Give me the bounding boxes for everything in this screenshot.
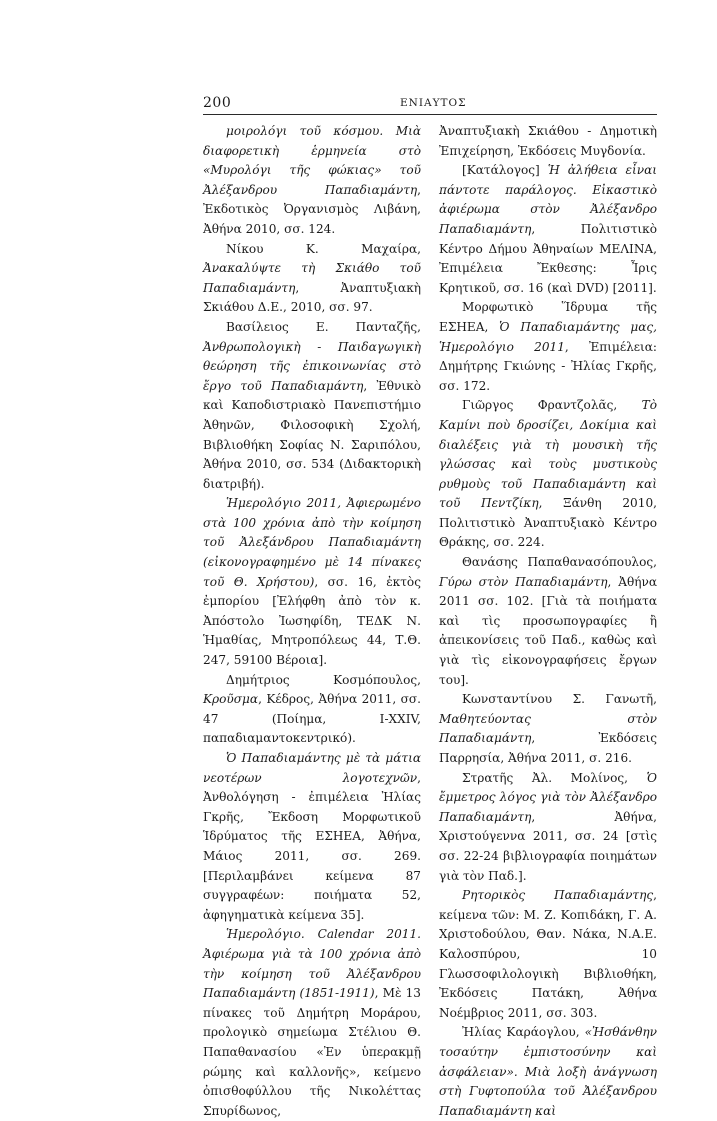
entry-title-italic: Ἡμερολόγιο 2011, Ἀφιερωμένο στὰ 100 χρόνια ἀπὸ τὴν κοίμηση τοῦ Ἀλεξάνδρου Παπαδιαμάντη (εἰκονογραφημένο μὲ 14 πίνακες τοῦ Θ. Χρήστου)	[203, 496, 421, 589]
bibliography-entry	[203, 122, 421, 240]
entry-text: Ἠλίας Καράογλου,	[462, 1025, 585, 1040]
entry-text: , Ἀθήνα, Χριστούγεννα 2011, σσ. 24 [στὶς σσ. 22-24 βιβλιογραφία ποιημάτων γιὰ τὸν Παδ.].	[439, 809, 657, 883]
bibliography-entry	[203, 318, 421, 494]
entry-text: , σσ. 16, ἐκτὸς ἐμπορίου [Ἐλήφθη ἀπὸ τὸν κ. Ἀπόστολο Ἰωσηφίδη, ΤΕΔΚ Ν. Ἡμαθίας, Μητροπόλεως 44, Τ.Θ. 247, 59100 Βέροια].	[203, 574, 421, 668]
entry-text: , Κέδρος, Ἀθήνα 2011, σσ. 47 (Ποίημα, Ι-XXIV, παπαδιαμαντοκεντρικό).	[203, 692, 421, 746]
entry-text: , Ἀναπτυξιακὴ Σκιάθου Δ.Ε., 2010, σσ. 97.	[203, 280, 421, 315]
bibliography-entry	[439, 690, 657, 768]
entry-text: , Ἀνθολόγηση - ἐπιμέλεια Ἠλίας Γκρῆς, Ἔκδοση Μορφωτικοῦ Ἱδρύματος τῆς ΕΣΗΕΑ, Ἀθήνα, Μάιος 2011, σσ. 269. [Περιλαμβάνει κείμενα 87 συγγραφέων: ποιήματα 52, ἀφηγηματικὰ κείμενα 35].	[203, 770, 421, 922]
entry-title-italic: Ἡμερολόγιο. Calendar 2011. Ἀφιέρωμα γιὰ τὰ 100 χρόνια ἀπὸ τὴν κοίμηση τοῦ Ἀλέξανδρου Παπαδιαμάντη (1851-1911)	[203, 927, 421, 1001]
entry-text: Κωνσταντίνου Σ. Γανωτῆ,	[462, 692, 657, 707]
entry-title-italic: Τὸ Καμίνι ποὺ δροσίζει, Δοκίμια καὶ διαλέξεις γιὰ τὴ μουσικὴ τῆς γλώσσας καὶ τοὺς μυστικοὺς ρυθμοὺς τοῦ Παπαδιαμάντη καὶ τοῦ Πεντζίκη	[439, 398, 657, 511]
entry-text: , Πολιτιστικὸ Κέντρο Δήμου Ἀθηναίων ΜΕΛΙΝΑ, Ἐπιμέλεια Ἔκθεσης: Ἶρις Κρητικοῦ, σσ. 16 (καὶ DVD) [2011].	[439, 221, 657, 295]
bibliography-entry	[439, 886, 657, 1023]
entry-text: Δημήτριος Κοσμόπουλος,	[226, 672, 421, 687]
bibliography-entry	[439, 122, 657, 161]
entry-text: Ἀναπτυξιακὴ Σκιάθου - Δημοτικὴ Ἐπιχείρηση, Ἐκδόσεις Μυγδονία.	[439, 124, 657, 158]
entry-text: , Ἐκδοτικὸς Ὀργανισμὸς Λιβάνη, Ἀθήνα 2010, σσ. 124.	[203, 182, 421, 236]
entry-text: [Κατάλογος]	[462, 163, 548, 178]
entry-title-italic: Ἀνθρωπολογικὴ - Παιδαγωγικὴ θεώρηση τῆς ἐπικοινωνίας στὸ ἔργο τοῦ Παπαδιαμάντη	[203, 339, 421, 393]
bibliography-entry	[203, 749, 421, 925]
bibliography-entry	[203, 494, 421, 670]
entry-title-italic: Ἀνακαλύψτε τὴ Σκιάθο τοῦ Παπαδιαμάντη	[203, 261, 421, 295]
entry-text: Βασίλειος Ε. Πανταζῆς,	[226, 319, 421, 334]
bibliography-entry	[439, 1023, 657, 1121]
entry-text: , Μὲ 13 πίνακες τοῦ Δημήτρη Μοράρου, προλογικὸ σημείωμα Στέλιου Θ. Παπαθανασίου «Ἐν ὑπερακμῇ ρώμης καὶ καλλονῆς», κείμενο ὀπισθοφύλλου τῆς Νικολέττας Σπυρίδωνος,	[203, 986, 421, 1118]
entry-title-italic: μοιρολόγι τοῦ κόσμου. Μιὰ διαφορετικὴ ἑρμηνεία στὸ «Μυρολόγι τῆς φώκιας» τοῦ Ἀλέξανδρου Παπαδιαμάντη	[203, 124, 421, 197]
bibliography-entry	[439, 769, 657, 887]
bibliography-entry	[439, 161, 657, 298]
entry-title-italic: Ὁ Παπαδιαμάντης μὲ τὰ μάτια νεοτέρων λογοτεχνῶν	[203, 751, 421, 785]
entry-title-italic: Μαθητεύοντας στὸν Παπαδιαμάντη	[439, 711, 657, 746]
entry-title-italic: «Ἠσθάνθην τοσαύτην ἐμπιστοσύνην καὶ ἀσφάλειαν». Μιὰ λοξὴ ἀνάγνωση στὴ Γυφτοπούλα τοῦ Ἀλέξανδρου Παπαδιαμάντη καὶ	[439, 1025, 657, 1118]
right-column	[439, 122, 657, 1121]
entry-text: , Ξάνθη 2010, Πολιτιστικὸ Ἀναπτυξιακὸ Κέντρο Θράκης, σσ. 224.	[439, 496, 657, 550]
entry-title-italic: Ρητορικὸς Παπαδιαμάντης	[462, 888, 654, 903]
entry-text: , Ἐπιμέλεια: Δημήτρης Γκιώνης - Ἠλίας Γκρῆς, σσ. 172.	[439, 339, 658, 393]
entry-text: , Ἀθήνα 2011 σσ. 102. [Γιὰ τὰ ποιήματα καὶ τὶς προσωπογραφίες ἢ ἀπεικονίσεις τοῦ Παδ., καθὼς καὶ γιὰ τὶς εἰκονογραφήσεις ἔργων του].	[439, 574, 657, 687]
entry-title-italic: Ἡ ἀλήθεια εἶναι πάντοτε παράλογος. Εἰκαστικὸ ἀφιέρωμα στὸν Ἀλέξανδρο Παπαδιαμάντη	[439, 163, 657, 236]
left-column	[203, 122, 421, 1121]
running-title: ΕΝΙΑΥΤΟΣ	[400, 97, 467, 109]
entry-text: Στρατῆς Ἀλ. Μολίνος,	[462, 770, 647, 785]
entry-text: , Ἐθνικὸ καὶ Καποδιστριακὸ Πανεπιστήμιο Ἀθηνῶν, Φιλοσοφικὴ Σχολή, Βιβλιοθήκη Σοφίας Ν. Σαριπόλου, Ἀθήνα 2010, σσ. 534 (Διδακτορικὴ διατριβή).	[203, 378, 421, 491]
entry-text: Νίκου Κ. Μαχαίρα,	[226, 241, 421, 256]
bibliography-entry	[439, 396, 657, 553]
entry-text: Μορφωτικὸ Ἵδρυμα τῆς ΕΣΗΕΑ,	[439, 300, 657, 334]
page-number: 200	[203, 95, 232, 111]
entry-text: Γιῶργος Φραντζολᾶς,	[462, 398, 642, 413]
bibliography-entry	[439, 298, 657, 396]
bibliography-entry	[203, 240, 421, 318]
entry-text: , κείμενα τῶν: Μ. Ζ. Κοπιδάκη, Γ. Α. Χριστοδούλου, Θαν. Νάκα, Ν.Α.Ε. Καλοσπύρου, 10 Γλωσσοφιλολογικὴ Βιβλιοθήκη, Ἐκδόσεις Πατάκη, Ἀθήνα Νοέμβριος 2011, σσ. 303.	[439, 888, 657, 1020]
bibliography-entry	[439, 553, 657, 690]
entry-title-italic: Ὁ Παπαδιαμάντης μας, Ἡμερολόγιο 2011	[439, 319, 657, 354]
entry-title-italic: Ὁ ἔμμετρος λόγος γιὰ τὸν Ἀλέξανδρο Παπαδιαμάντη	[439, 770, 657, 824]
bibliography-entry	[203, 671, 421, 749]
bibliography-entry	[203, 925, 421, 1121]
entry-text: Θανάσης Παπαθανασόπουλος,	[462, 555, 657, 570]
header-rule	[203, 114, 657, 115]
entry-text: , Ἐκδόσεις Παρρησία, Ἀθήνα 2011, σ. 216.	[439, 731, 657, 765]
entry-title-italic: Γύρω στὸν Παπαδιαμάντη	[439, 574, 608, 589]
entry-title-italic: Κροῦσμα	[203, 692, 259, 707]
